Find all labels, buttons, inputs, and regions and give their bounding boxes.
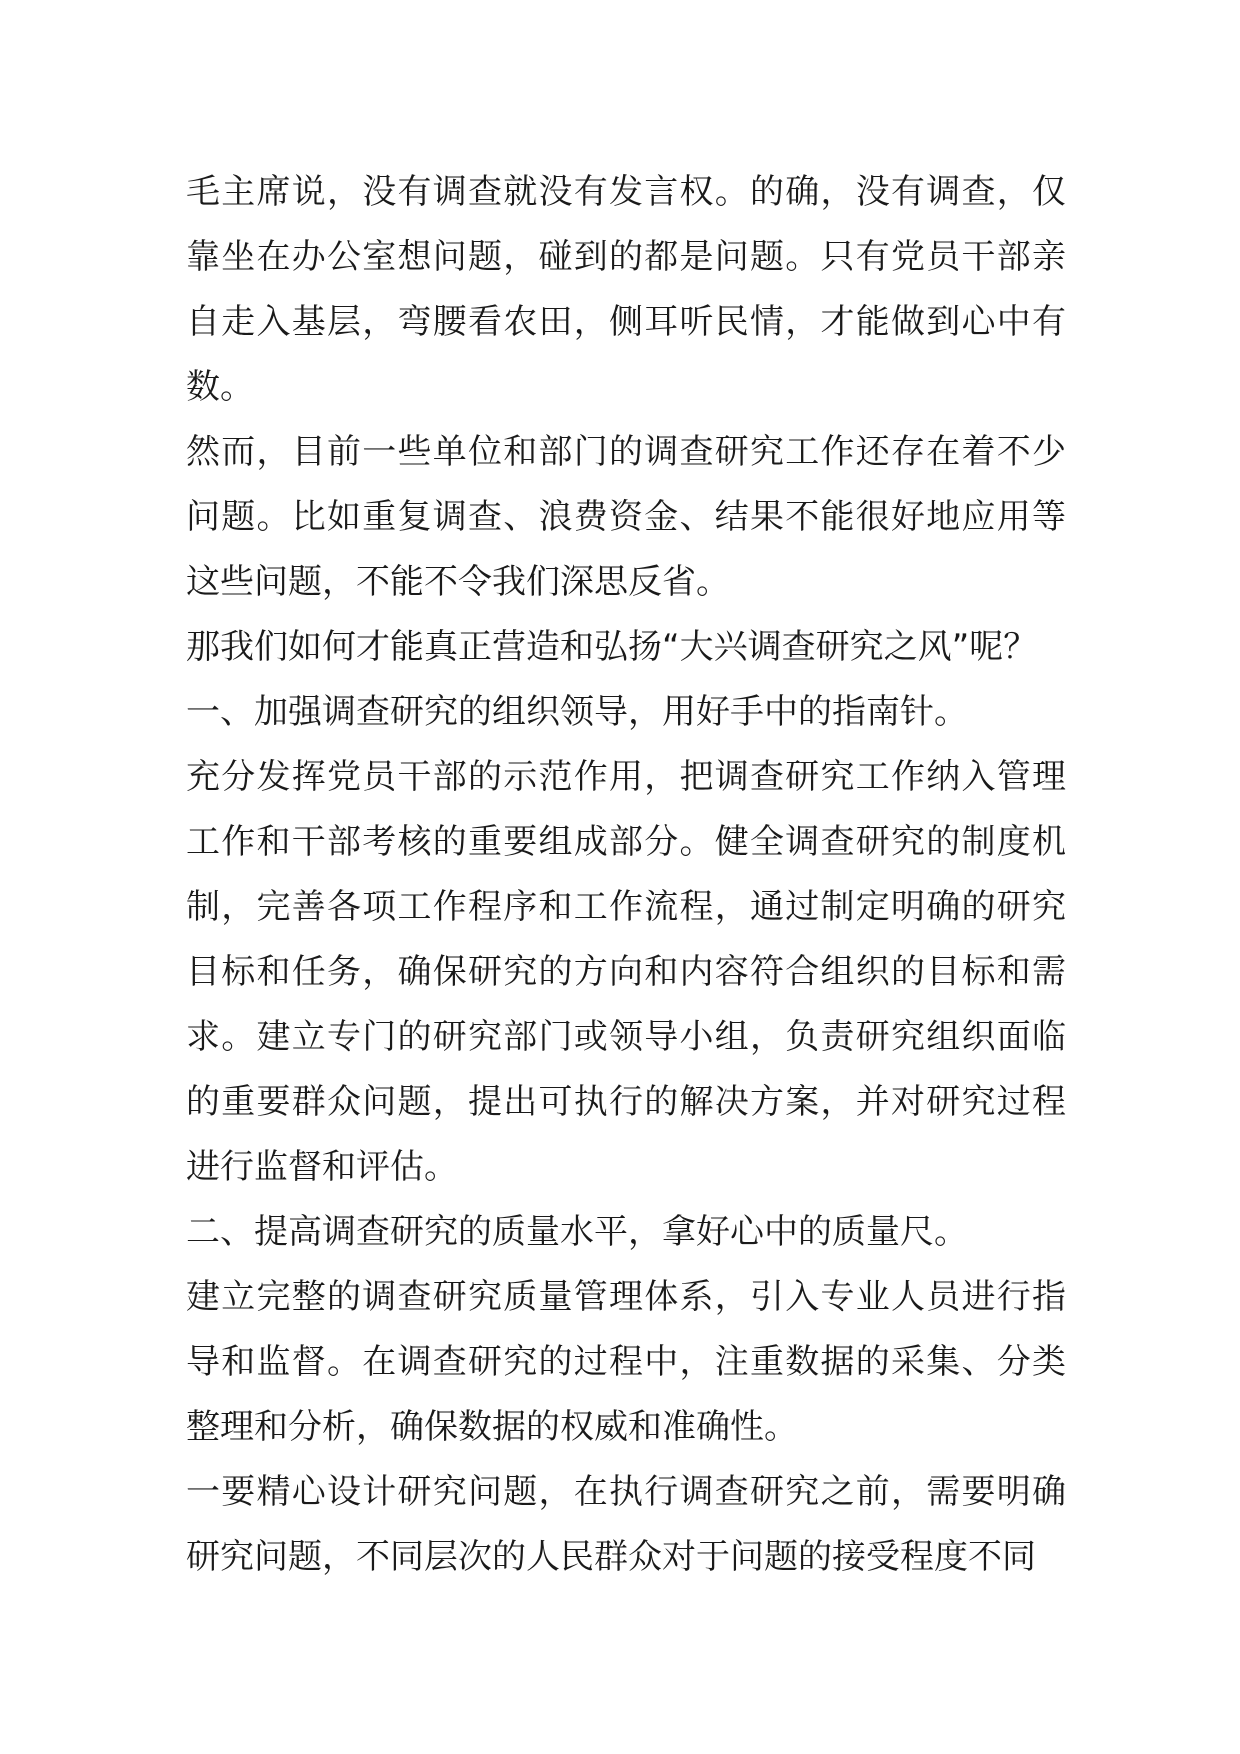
paragraph-section-1: 充分发挥党员干部的示范作用，把调查研究工作纳入管理工作和干部考核的重要组成部分。健全调查研究的制度机制，完善各项工作程序和工作流程，通过制定明确的研究目标和任务，确保研究的方向和内容符合组织的目标和需求。建立专门的研究部门或领导小组，负责研究组织面临的重要群众问题，提出可执行的解决方案，并对研究过程进行监督和评估。 [186, 757, 1066, 1187]
section-heading-1: 一、加强调查研究的组织领导，用好手中的指南针。 [186, 692, 968, 732]
paragraph-problems: 然而，目前一些单位和部门的调查研究工作还存在着不少问题。比如重复调查、浪费资金、结果不能很好地应用等这些问题，不能不令我们深思反省。 [186, 432, 1066, 602]
paragraph-point-1: 一要精心设计研究问题，在执行调查研究之前，需要明确研究问题，不同层次的人民群众对于问题的接受程度不同 [186, 1472, 1066, 1577]
paragraph-intro: 毛主席说，没有调查就没有发言权。的确，没有调查，仅靠坐在办公室想问题，碰到的都是问题。只有党员干部亲自走入基层，弯腰看农田，侧耳听民情，才能做到心中有数。 [186, 172, 1066, 407]
paragraph-question: 那我们如何才能真正营造和弘扬“大兴调查研究之风”呢？ [186, 627, 1038, 667]
paragraph-section-2: 建立完整的调查研究质量管理体系，引入专业人员进行指导和监督。在调查研究的过程中，注重数据的采集、分类整理和分析，确保数据的权威和准确性。 [186, 1277, 1066, 1447]
document-body [186, 160, 1066, 1590]
section-heading-2: 二、提高调查研究的质量水平，拿好心中的质量尺。 [186, 1212, 968, 1252]
